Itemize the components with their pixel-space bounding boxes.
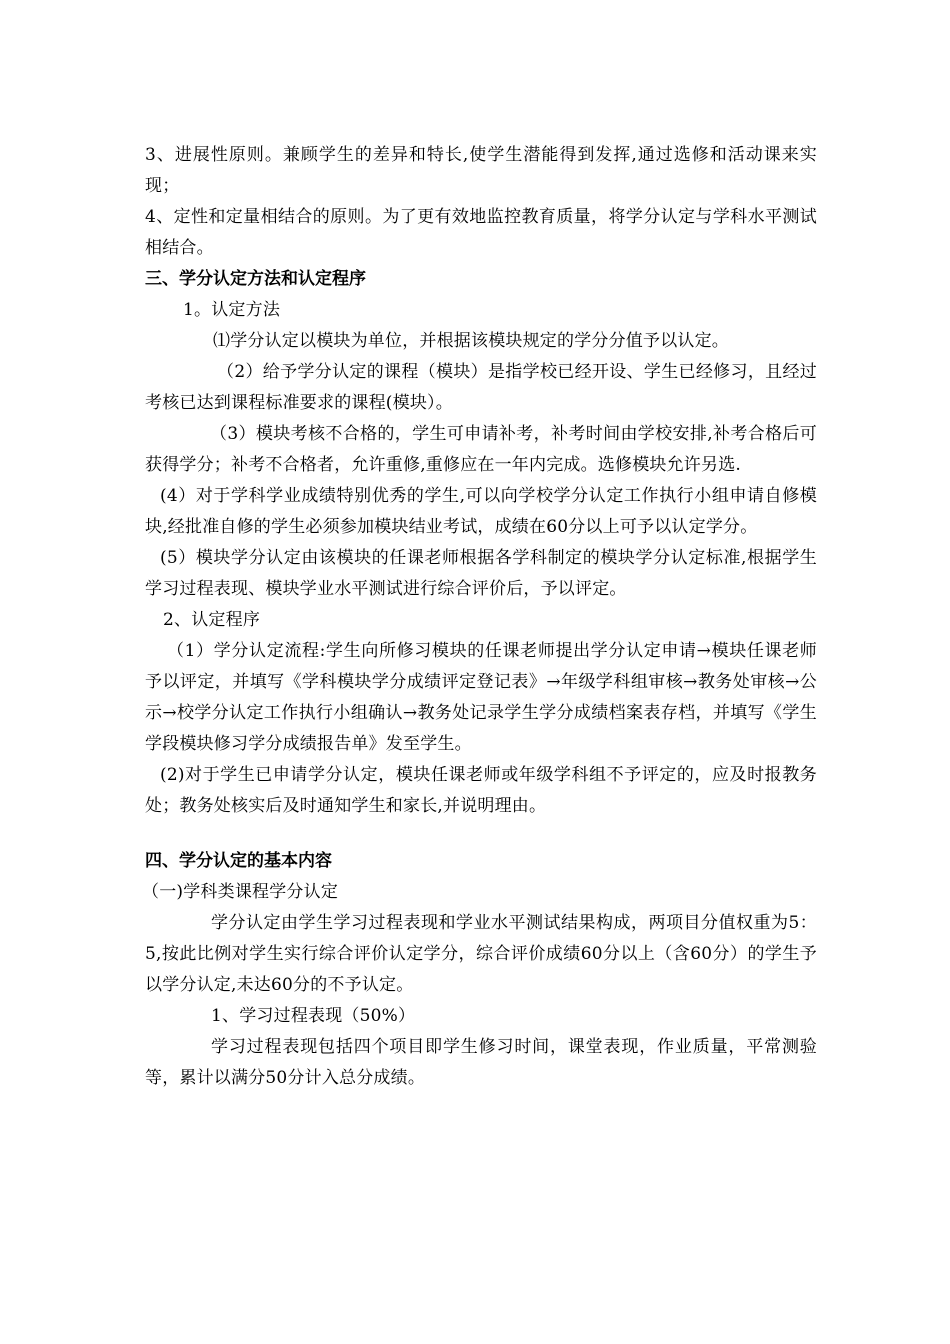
method-item-3: （3）模块考核不合格的，学生可申请补考，补考时间由学校安排,补考合格后可获得学分；补考不合格者，允许重修,重修应在一年内完成。选修模块允许另选. <box>145 424 817 475</box>
document-body <box>142 140 817 1094</box>
method-item-5: (5）模块学分认定由该模块的任课老师根据各学科制定的模块学分认定标准,根据学生学习过程表现、模块学业水平测试进行综合评价后，予以评定。 <box>145 548 817 599</box>
section-3-heading: 三、学分认定方法和认定程序 <box>145 269 366 289</box>
learning-process-subheading: 1、学习过程表现（50%） <box>211 1006 416 1026</box>
method-item-1: ⑴学分认定以模块为单位，并根据该模块规定的学分分值予以认定。 <box>213 331 729 351</box>
credit-composition-paragraph: 学分认定由学生学习过程表现和学业水平测试结果构成，两项目分值权重为5：5,按此比例对学生实行综合评价认定学分，综合评价成绩60分以上（含60分）的学生予以学分认定,未达60分的不予认定。 <box>145 913 817 995</box>
learning-process-paragraph: 学习过程表现包括四个项目即学生修习时间，课堂表现，作业质量，平常测验等，累计以满分50分计入总分成绩。 <box>145 1037 817 1088</box>
procedure-item-1: （1）学分认定流程:学生向所修习模块的任课老师提出学分认定申请→模块任课老师予以评定，并填写《学科模块学分成绩评定登记表》→年级学科组审核→教务处审核→公示→校学分认定工作执行小组确认→教务处记录学生学分成绩档案表存档，并填写《学生学段模块修习学分成绩报告单》发至学生。 <box>145 641 817 754</box>
principle-3-paragraph: 3、进展性原则。兼顾学生的差异和特长,使学生潜能得到发挥,通过选修和活动课来实现； <box>145 145 817 196</box>
principle-4-paragraph: 4、定性和定量相结合的原则。为了更有效地监控教育质量，将学分认定与学科水平测试相结合。 <box>145 207 817 258</box>
method-item-4: (4）对于学科学业成绩特别优秀的学生,可以向学校学分认定工作执行小组申请自修模块,经批准自修的学生必须参加模块结业考试，成绩在60分以上可予以认定学分。 <box>145 486 817 537</box>
section-spacer <box>145 822 817 846</box>
procedure-item-2: (2)对于学生已申请学分认定，模块任课老师或年级学科组不予评定的，应及时报教务处；教务处核实后及时通知学生和家长,并说明理由。 <box>145 765 817 816</box>
method-subheading: 1。认定方法 <box>183 300 281 320</box>
subject-course-subheading: （一)学科类课程学分认定 <box>142 882 339 902</box>
method-item-2: （2）给予学分认定的课程（模块）是指学校已经开设、学生已经修习，且经过考核已达到课程标准要求的课程(模块）。 <box>145 362 817 413</box>
procedure-subheading: 2、认定程序 <box>163 610 261 630</box>
section-4-heading: 四、学分认定的基本内容 <box>145 851 332 871</box>
